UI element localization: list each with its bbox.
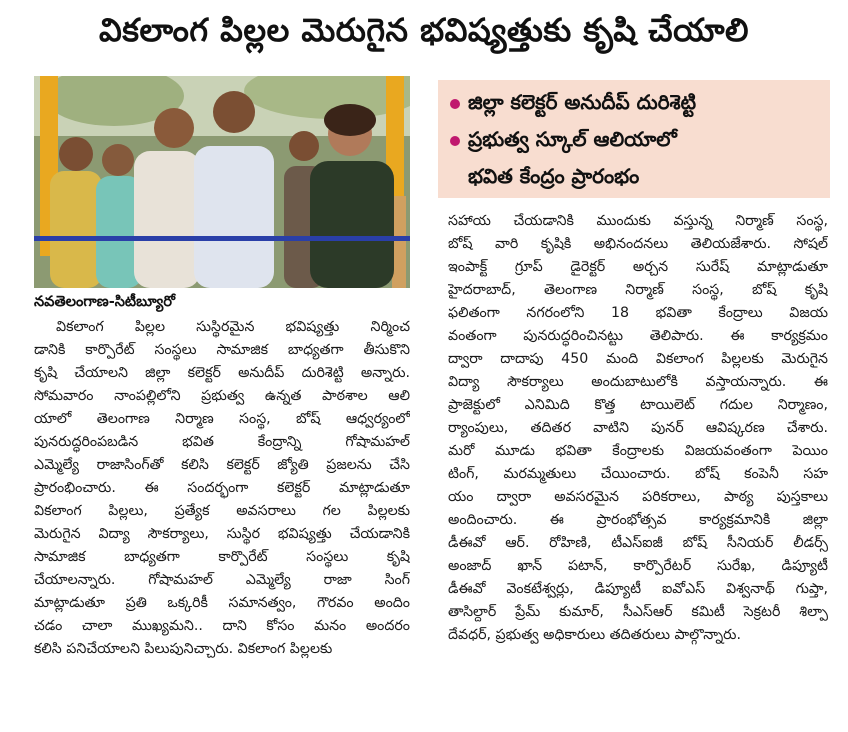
text-line: హైదరాబాద్, తెలంగాణ నిర్మాణ్ సంస్థ, బోష్ కృషి <box>448 282 828 298</box>
text-line: చడం చాలా ముఖ్యమని.. దాని కోసం మనం అందరం <box>34 618 410 634</box>
text-line: వంతంగా పునరుద్ధరించినట్టు తెలిపారు. ఈ కార్యక్రమం <box>448 328 828 344</box>
ribbon <box>34 236 410 241</box>
text-line: ప్రాజెక్టులో ఎనిమిది కొత్త టాయిలెట్ గదుల నిర్మాణం, <box>448 397 828 413</box>
text-line: సోమవారం నాంపల్లిలోని ప్రభుత్వ ఉన్నత పాఠశాల ఆలి <box>34 388 410 404</box>
text-line: ఇంపాక్ట్ గ్రూప్ డైరెక్టర్ అర్చన సురేష్ మాట్లాడుతూ <box>448 259 828 275</box>
subhead-item <box>450 90 696 119</box>
text-line: ప్రారంభించారు. ఈ సందర్భంగా కలెక్టర్ మాట్లాడుతూ <box>34 480 410 496</box>
byline: నవతెలంగాణ-సిటీబ్యూరో <box>34 294 175 310</box>
left-column <box>34 316 410 661</box>
text-line: యం ద్వారా అవసరమైన పరికరాలు, పాఠ్య పుస్తకాలు <box>448 489 828 505</box>
text-line: డీఈవో ఆర్. రోహిణి, టీఎస్ఐజీ బోష్ సీనియర్ లీడర్స్ <box>448 535 828 551</box>
text-line: డానికి కార్పొరేట్ సంస్థలు సామాజిక బాధ్యతగా తీసుకొని <box>34 342 410 358</box>
text-line: చేయాలన్నారు. గోషామహల్ ఎమ్మెల్యే రాజా సింగ్ <box>34 572 410 588</box>
text-line: మాట్లాడుతూ ప్రతి ఒక్కరికీ సమానత్వం, గౌరవం అందిం <box>34 595 410 611</box>
inauguration-photo-illustration <box>34 76 410 288</box>
text-line: విద్యా సౌకర్యాలు అందుబాటులోకి వస్తాయన్నారు. ఈ <box>448 374 828 390</box>
text-line: ద్వారా దాదాపు 450 మంది వికలాంగ పిల్లలకు మెరుగైన <box>448 351 828 367</box>
subhead-text: జిల్లా కలెక్టర్ అనుదీప్ దురిశెట్టి <box>468 90 697 114</box>
text-line: ర్యాంపులు, తదితర వాటిని పునర్ ఆవిష్కరణ చేశారు. <box>448 420 828 436</box>
text-line: కలిసి పనిచేయాలని పిలుపునిచ్చారు. వికలాంగ పిల్లలకు <box>34 641 333 657</box>
event-photo <box>34 76 410 288</box>
bullet-icon <box>450 136 460 146</box>
text-line: కృషి చేయాలని జిల్లా కలెక్టర్ అనుదీప్ దురిశెట్టి అన్నారు. <box>34 365 410 381</box>
subhead-item <box>468 164 639 193</box>
text-line: తాసిల్దార్ ప్రేమ్ కుమార్, సీఎస్ఆర్ కమిటీ సెక్రటరీ శిల్పా <box>448 604 828 620</box>
text-line: డీఈవో వెంకటేశ్వర్లు, డిప్యూటీ ఐవోఎస్ విశ్వనాథ్ గుప్తా, <box>448 581 828 597</box>
text-line: దేవధర్, ప్రభుత్వ అధికారులు తదితరులు పాల్గొన్నారు. <box>448 627 741 643</box>
subhead-text: భవిత కేంద్రం ప్రారంభం <box>468 164 640 188</box>
text-line: ఫలితంగా నగరంలోని 18 భవితా కేంద్రాలు విజయ <box>448 305 828 321</box>
text-line: మరో మూడు భవితా కేంద్రాలకు విజయవంతంగా పెయిం <box>448 443 828 459</box>
subhead-text: ప్రభుత్వ స్కూల్ ఆలియాలో <box>468 127 677 151</box>
text-line: బోష్ వారి కృషికి అభినందనలు తెలియజేశారు. సోషల్ <box>448 236 828 252</box>
text-line: అందించారు. ఈ ప్రారంభోత్సవ కార్యక్రమానికి జిల్లా <box>448 512 828 528</box>
text-line: ఎమ్మెల్యే రాజాసింగ్‌తో కలిసి కలెక్టర్ జ్యోతి ప్రజలను చేసి <box>34 457 410 473</box>
text-line: సామాజిక బాధ్యతగా కార్పొరేట్ సంస్థలు కృషి <box>34 549 410 565</box>
bullet-icon <box>450 99 460 109</box>
subhead-item <box>450 127 677 156</box>
text-line: మెరుగైన విద్యా సౌకర్యాలు, సుస్థిర భవిష్యత్తు చేయడానికి <box>34 526 410 542</box>
text-line: పునరుద్ధరింపబడిన భవిత కేంద్రాన్ని గోషామహల్ <box>34 434 410 450</box>
text-line: వికలాంగ పిల్లల సుస్థిరమైన భవిష్యత్తు నిర్మించ <box>56 319 410 335</box>
right-column <box>448 210 828 647</box>
headline: వికలాంగ పిల్లల మెరుగైన భవిష్యత్తుకు కృషి చేయాలి <box>99 11 749 49</box>
text-line: టింగ్, మరమ్మతులు చేయించారు. బోష్ కంపెనీ సహ <box>448 466 828 482</box>
subhead-box <box>438 80 830 198</box>
text-line: యాలో తెలంగాణ నిర్మాణ సంస్థ, బోష్ ఆధ్వర్యంలో <box>34 411 410 427</box>
text-line: సహాయ చేయడానికి ముందుకు వస్తున్న నిర్మాణ్ సంస్థ, <box>448 213 828 229</box>
text-line: వికలాంగ పిల్లలు, ప్రత్యేక అవసరాలు గల పిల్లలకు <box>34 503 410 519</box>
text-line: అంజాద్ ఖాన్ పటాన్, కార్పొరేటర్ సురేఖ, డిప్యూటీ <box>448 558 828 574</box>
